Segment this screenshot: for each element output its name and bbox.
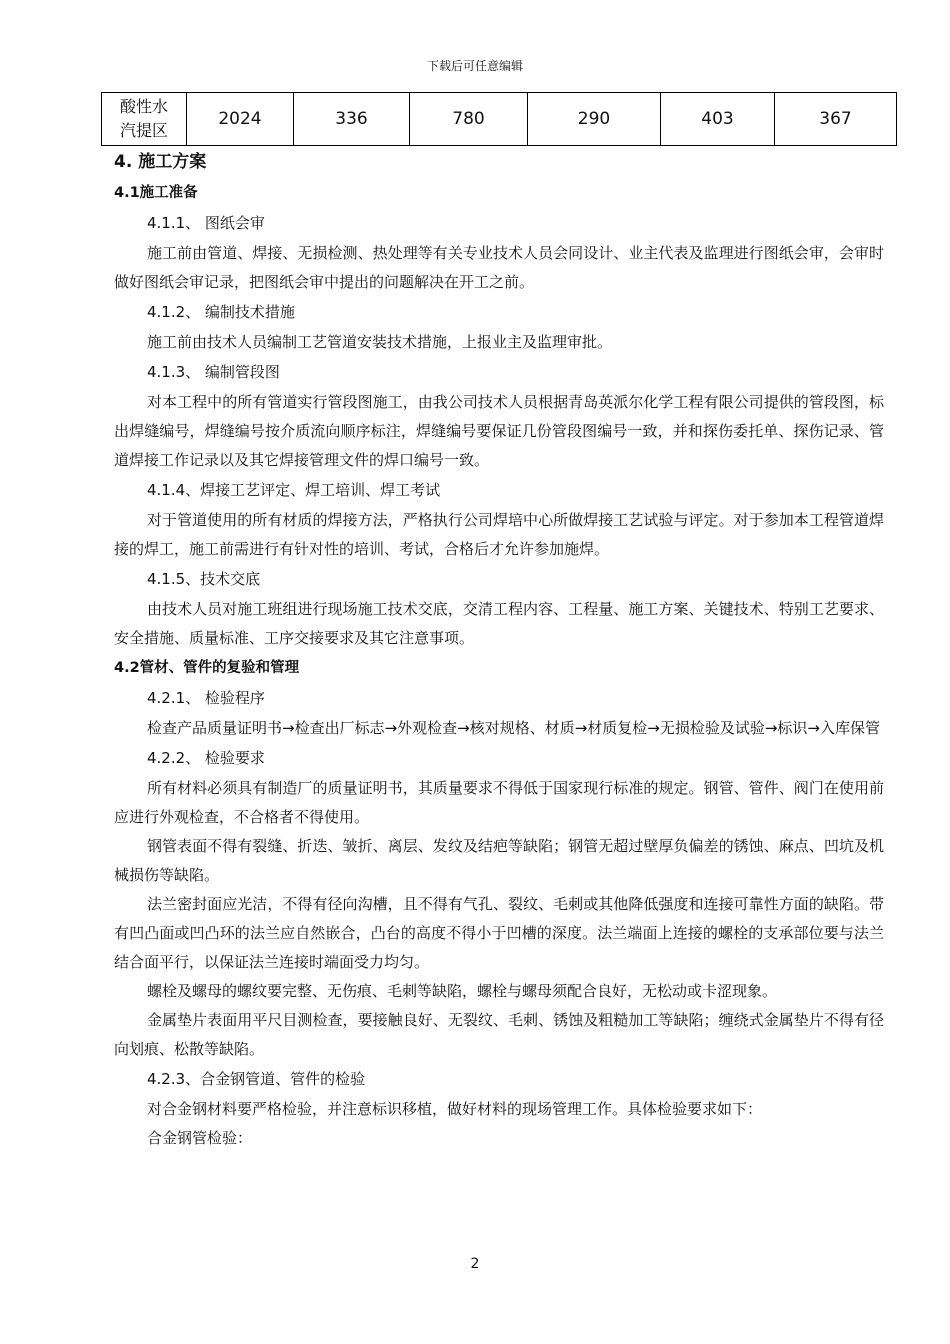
paragraph: 检查产品质量证明书→检查出厂标志→外观检查→核对规格、材质→材质复检→无损检验及试验→标识→入库保管 [147, 719, 880, 737]
page-number: 2 [470, 1256, 480, 1272]
page-header: 下载后可任意编辑 [426, 59, 523, 73]
subsection-heading: 4.2管材、管件的复验和管理 [114, 660, 300, 676]
paragraph: 对合金钢材料要严格检验，并注意标识移植，做好材料的现场管理工作。具体检验要求如下： [147, 1100, 763, 1118]
paragraph: 合金钢管检验： [147, 1129, 253, 1147]
area-name-line-2: 汽提区 [119, 121, 168, 140]
paragraph: 所有材料必须具有制造厂的质量证明书，其质量要求不得低于国家现行标准的规定。钢管、管件、阀门在使用前应进行外观检查，不合格者不得使用。 [114, 779, 884, 826]
table-cell: 780 [410, 93, 528, 146]
paragraph: 金属垫片表面用平尺目测检查，要接触良好、无裂纹、毛刺、锈蚀及粗糙加工等缺陷；缠绕式金属垫片不得有径向划痕、松散等缺陷。 [114, 1011, 884, 1058]
item-heading: 4.1.3、 编制管段图 [147, 363, 280, 381]
data-table [101, 92, 897, 146]
item-heading: 4.2.1、 检验程序 [147, 689, 265, 707]
table-cell: 2024 [187, 93, 294, 146]
table-cell: 403 [661, 93, 775, 146]
paragraph: 施工前由管道、焊接、无损检测、热处理等有关专业技术人员会同设计、业主代表及监理进行图纸会审，会审时做好图纸会审记录，把图纸会审中提出的问题解决在开工之前。 [114, 244, 884, 291]
table-cell: 336 [294, 93, 410, 146]
paragraph: 螺栓及螺母的螺纹要完整、无伤痕、毛刺等缺陷，螺栓与螺母须配合良好，无松动或卡涩现象。 [147, 982, 778, 1000]
paragraph: 钢管表面不得有裂缝、折迭、皱折、离层、发纹及结疤等缺陷；钢管无超过壁厚负偏差的锈蚀、麻点、凹坑及机械损伤等缺陷。 [114, 837, 884, 884]
paragraph: 施工前由技术人员编制工艺管道安装技术措施，上报业主及监理审批。 [147, 333, 613, 351]
item-heading: 4.1.1、 图纸会审 [147, 214, 265, 232]
table-cell: 367 [775, 93, 897, 146]
paragraph: 对本工程中的所有管道实行管段图施工，由我公司技术人员根据青岛英派尔化学工程有限公司提供的管段图，标出焊缝编号，焊缝编号按介质流向顺序标注，焊缝编号要保证几份管段图编号一致，并和探伤委托单、探伤记录、管道焊接工作记录以及其它焊接管理文件的焊口编号一致。 [114, 393, 884, 469]
item-heading: 4.2.3、合金钢管道、管件的检验 [147, 1070, 366, 1088]
subsection-heading: 4.1施工准备 [114, 185, 198, 201]
item-heading: 4.1.5、技术交底 [147, 570, 261, 588]
item-heading: 4.1.2、 编制技术措施 [147, 303, 295, 321]
table-cell: 290 [528, 93, 661, 146]
area-name-line-1: 酸性水 [119, 97, 168, 116]
table-row [102, 93, 897, 146]
document-body [114, 146, 884, 1153]
paragraph: 对于管道使用的所有材质的焊接方法，严格执行公司焊培中心所做焊接工艺试验与评定。对于参加本工程管道焊接的焊工，施工前需进行有针对性的培训、考试，合格后才允许参加施焊。 [114, 511, 884, 558]
paragraph: 由技术人员对施工班组进行现场施工技术交底，交清工程内容、工程量、施工方案、关键技术、特别工艺要求、安全措施、质量标准、工序交接要求及其它注意事项。 [114, 600, 884, 647]
item-heading: 4.1.4、焊接工艺评定、焊工培训、焊工考试 [147, 481, 441, 499]
paragraph: 法兰密封面应光洁，不得有径向沟槽，且不得有气孔、裂纹、毛刺或其他降低强度和连接可靠性方面的缺陷。带有凹凸面或凹凸环的法兰应自然嵌合，凸台的高度不得小于凹槽的深度。法兰端面上连接的螺栓的支承部位要与法兰结合面平行，以保证法兰连接时端面受力均匀。 [114, 895, 884, 971]
table-cell-area-name [102, 93, 187, 146]
section-heading: 4. 施工方案 [114, 152, 207, 172]
item-heading: 4.2.2、 检验要求 [147, 749, 265, 767]
